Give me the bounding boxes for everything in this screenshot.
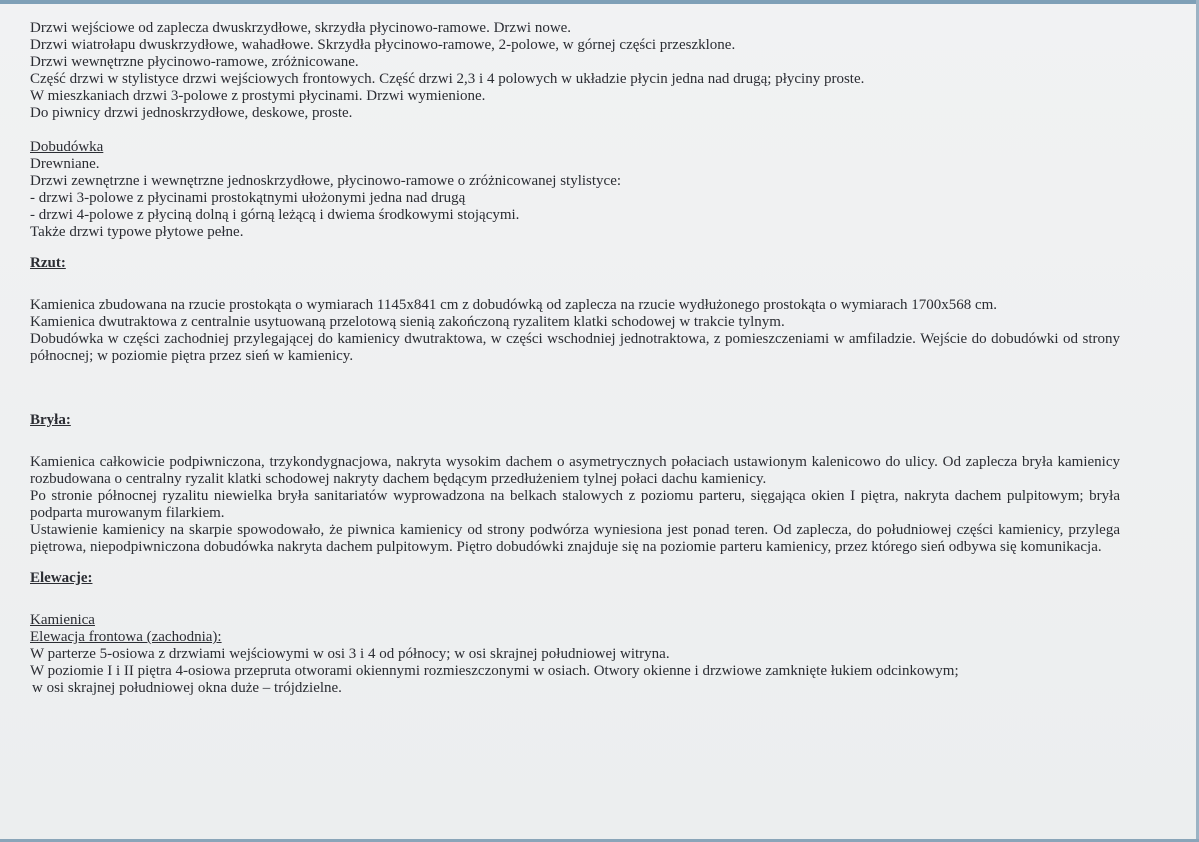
dobudowka-line: - drzwi 4-polowe z płyciną dolną i górną leżącą i dwiema środkowymi stojącymi. [30,207,520,223]
doors-section [30,20,1120,122]
elewacje-line: w osi skrajnej południowej okna duże – trójdzielne. [32,680,342,696]
doors-line: Drzwi wejściowe od zaplecza dwuskrzydłowe, skrzydła płycinowo-ramowe. Drzwi nowe. [30,20,572,36]
elewacje-line: W parterze 5-osiowa z drzwiami wejściowymi w osi 3 i 4 od północy; w osi skrajnej południowej witryna. [30,646,670,662]
document-body [30,20,1120,697]
rzut-section [30,255,1120,365]
elewacje-line: W poziomie I i II piętra 4-osiowa przepruta otworami okiennymi rozmieszczonymi w osiach. Otwory okienne i drzwiowe zamknięte łukiem odcinkowym; [30,663,959,679]
elewacje-subheading: Kamienica [30,612,95,628]
dobudowka-line: - drzwi 3-polowe z płycinami prostokątnymi ułożonymi jedna nad drugą [30,190,466,206]
doors-line: Drzwi wiatrołapu dwuskrzydłowe, wahadłowe. Skrzydła płycinowo-ramowe, 2-polowe, w górnej części przeszklone. [30,37,736,53]
dobudowka-heading: Dobudówka [30,139,104,155]
spacer [30,587,1120,604]
rzut-heading: Rzut: [30,255,66,271]
rzut-paragraph: Kamienica dwutraktowa z centralnie usytuowaną przelotową sienią zakończoną ryzalitem klatki schodowej w trakcie tylnym. [30,314,785,330]
bryla-paragraph: Kamienica całkowicie podpiwniczona, trzykondygnacjowa, nakryta wysokim dachem o asymetrycznych połaciach ustawionym kalenicowo do ulicy. Od zaplecza bryła kamienicy rozbudowana o centralny ryzalit klatki schodowej nakryty dachem będącym przedłużeniem tylnej połaci dachu kamienicy. [30,454,1120,487]
doors-line: Drzwi wewnętrzne płycinowo-ramowe, zróżnicowane. [30,54,359,70]
rzut-paragraph: Kamienica zbudowana na rzucie prostokąta o wymiarach 1145x841 cm z dobudówką od zaplecza na rzucie wydłużonego prostokąta o wymiarach 1700x568 cm. [30,297,998,313]
dobudowka-line: Także drzwi typowe płytowe pełne. [30,224,244,240]
dobudowka-section [30,139,1120,241]
scan-edge-top [0,0,1199,4]
bryla-section [30,412,1120,556]
elewacje-section [30,570,1120,697]
bryla-paragraph: Po stronie północnej ryzalitu niewielka bryła sanitariatów wyprowadzona na belkach stalowych z poziomu parteru, sięgająca okien I piętra, nakryta dachem pulpitowym; bryła podparta murowanym filarkiem. [30,488,1120,521]
doors-line: W mieszkaniach drzwi 3-polowe z prostymi płycinami. Drzwi wymienione. [30,88,486,104]
spacer [30,272,1120,289]
spacer [30,365,1120,399]
bryla-heading: Bryła: [30,412,71,428]
bryla-paragraph: Ustawienie kamienicy na skarpie spowodowało, że piwnica kamienicy od strony podwórza wyniesiona jest ponad teren. Od zaplecza, do południowej części kamienicy, przylega piętrowa, niepodpiwniczona dobudówka nakryta dachem pulpitowym. Piętro dobudówki znajduje się na poziomie parteru kamienicy, przez którego sień odbywa się komunikacja. [30,522,1120,555]
spacer [30,429,1120,446]
dobudowka-line: Drewniane. [30,156,100,172]
rzut-paragraph: Dobudówka w części zachodniej przylegającej do kamienicy dwutraktowa, w części wschodniej jednotraktowa, z pomieszczeniami w amfiladzie. Wejście do dobudówki od strony północnej; w poziomie piętra przez sień w kamienicy. [30,331,1120,364]
dobudowka-line: Drzwi zewnętrzne i wewnętrzne jednoskrzydłowe, płycinowo-ramowe o zróżnicowanej stylistyce: [30,173,622,189]
doors-line: Do piwnicy drzwi jednoskrzydłowe, deskowe, proste. [30,105,353,121]
elewacje-heading: Elewacje: [30,570,93,586]
elewacje-facade-heading: Elewacja frontowa (zachodnia): [30,629,222,645]
spacer [30,122,1120,139]
doors-line: Część drzwi w stylistyce drzwi wejściowych frontowych. Część drzwi 2,3 i 4 polowych w układzie płycin jedna nad drugą; płyciny proste. [30,71,865,87]
